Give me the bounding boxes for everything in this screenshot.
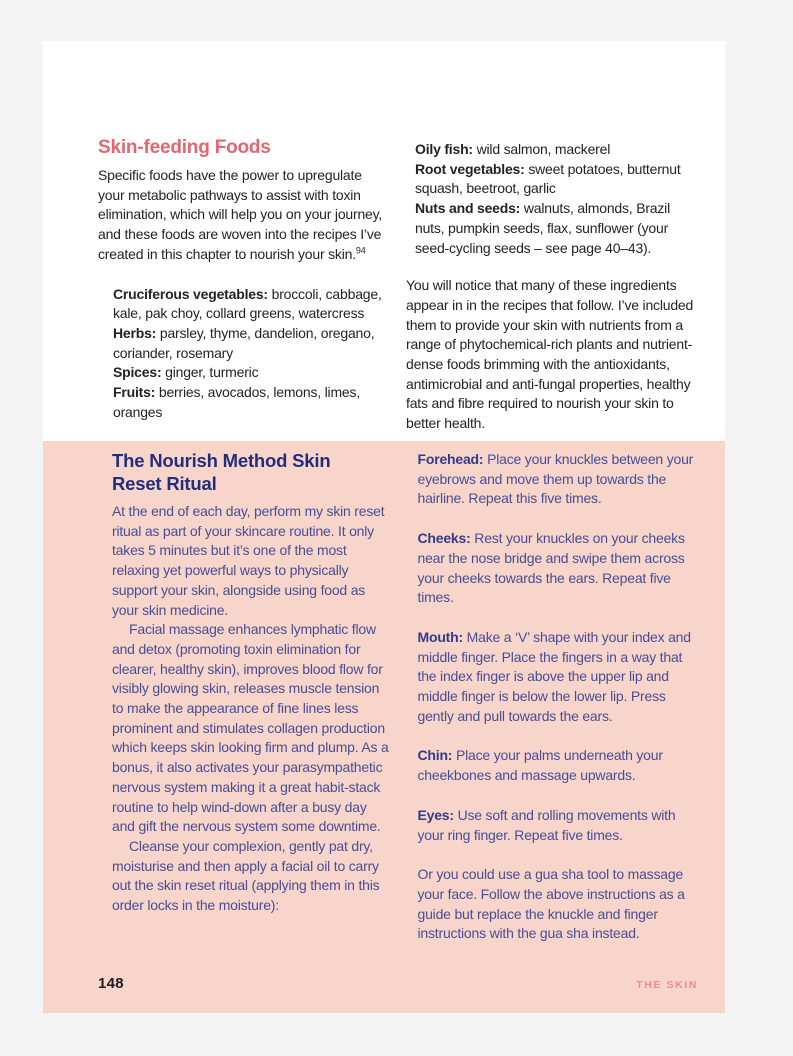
food-label: Nuts and seeds: — [415, 200, 521, 217]
step-text: Make a ‘V’ shape with your index and middle finger. Place the fingers in a way that the index finger is above the upper lip and middle finger is below the lower lip. Press gently and pull towards the ears. — [417, 628, 691, 724]
step-label: Mouth: — [417, 628, 463, 645]
food-item — [113, 363, 390, 383]
food-item — [415, 160, 698, 199]
step-label: Eyes: — [417, 806, 454, 823]
food-values: wild salmon, mackerel — [476, 141, 611, 157]
ritual-right-column — [418, 450, 699, 944]
massage-step — [418, 450, 699, 509]
step-label: Chin: — [417, 747, 453, 764]
step-text: Use soft and rolling movements with your ring finger. Repeat five times. — [417, 806, 676, 843]
gua-sha-note — [418, 865, 699, 944]
food-list-left — [113, 285, 390, 423]
food-values: walnuts, almonds, Brazil nuts, pumpkin seeds, flax, sunflower (your seed-cycling seeds – see page 40–43). — [415, 200, 670, 256]
ritual-paragraph: Cleanse your complexion, gently pat dry, moisturise and then apply a facial oil to carry out the skin reset ritual (applying them in this order locks in the moisture): — [112, 837, 380, 914]
food-label: Cruciferous vegetables: — [113, 285, 268, 302]
food-values: sweet potatoes, butternut squash, beetroot, garlic — [415, 160, 681, 197]
food-label: Oily fish: — [415, 141, 473, 157]
ritual-panel — [43, 441, 725, 1013]
food-label: Herbs: — [113, 324, 157, 341]
white-right-column — [406, 137, 698, 434]
food-item — [415, 140, 698, 160]
food-label: Root vegetables: — [415, 160, 525, 177]
food-label: Spices: — [113, 364, 162, 381]
massage-step — [418, 806, 699, 845]
step-label: Cheeks: — [417, 530, 471, 547]
ritual-columns — [43, 441, 725, 944]
food-label: Fruits: — [113, 384, 156, 401]
step-text: Place your knuckles between your eyebrows and move them up towards the hairline. Repeat this five times. — [417, 451, 694, 507]
food-item — [415, 199, 698, 258]
food-item — [113, 383, 390, 422]
step-text: Or you could use a gua sha tool to massage your face. Follow the above instructions as a guide but replace the knuckle and finger instructions with the gua sha instead. — [417, 866, 685, 942]
page-footer — [98, 975, 698, 992]
food-values: berries, avocados, lemons, limes, oranges — [113, 384, 361, 420]
food-values: parsley, thyme, dandelion, oregano, coriander, rosemary — [113, 324, 375, 361]
food-item — [113, 285, 390, 324]
food-list-right — [415, 140, 698, 258]
step-text: Place your palms underneath your cheekbones and massage upwards. — [417, 747, 663, 784]
running-footer-title: THE SKIN — [636, 979, 698, 991]
step-label: Forehead: — [417, 451, 484, 467]
step-text: Rest your knuckles on your cheeks near the nose bridge and swipe them across your cheeks towards the ears. Repeat five times. — [417, 530, 685, 606]
ritual-left-column — [112, 450, 393, 944]
book-page — [43, 41, 725, 1013]
skin-feeding-foods-heading: Skin-feeding Foods — [98, 137, 271, 158]
page-number: 148 — [98, 975, 124, 992]
massage-step — [418, 628, 699, 727]
ritual-paragraph: At the end of each day, perform my skin reset ritual as part of your skincare routine. It only takes 5 minutes but it’s one of the most relaxing yet powerful ways to physically support your skin, alongside using food as your skin medicine. — [112, 503, 385, 618]
food-values: broccoli, cabbage, kale, pak choy, collard greens, watercress — [113, 285, 382, 322]
massage-step — [418, 529, 699, 608]
food-values: ginger, turmeric — [165, 364, 259, 381]
massage-step — [418, 746, 699, 785]
intro-text: Specific foods have the power to upregulate your metabolic pathways to assist with toxin elimination, which will help you on your journey, and these foods are woven into the recipes I’ve created in this chapter to nourish your skin. — [98, 167, 383, 262]
food-item — [113, 324, 390, 363]
intro-paragraph — [98, 166, 390, 265]
footnote-marker: 94 — [355, 245, 366, 256]
ritual-paragraph: Facial massage enhances lymphatic flow and detox (promoting toxin elimination for clearer, healthy skin), improves blood flow for visibly glowing skin, releases muscle tension to make the appearance of fine lines less prominent and stimulates collagen production which keeps skin looking firm and plump. As a bonus, it also activates your parasympathetic nervous system making it a great habit-stack routine to help wind-down after a busy day and gift the nervous system some downtime. — [112, 621, 389, 835]
white-left-column — [98, 137, 390, 434]
white-section — [98, 137, 698, 434]
ingredients-paragraph: You will notice that many of these ingredients appear in in the recipes that follow. I’ve included them to provide your skin with nutrients from a range of phytochemical-rich plants and nutrient-dense foods brimming with the antioxidants, antimicrobial and anti-fungal properties, healthy fats and fibre required to nourish your skin to better health. — [406, 277, 694, 432]
ritual-heading: The Nourish Method Skin Reset Ritual — [112, 450, 331, 494]
